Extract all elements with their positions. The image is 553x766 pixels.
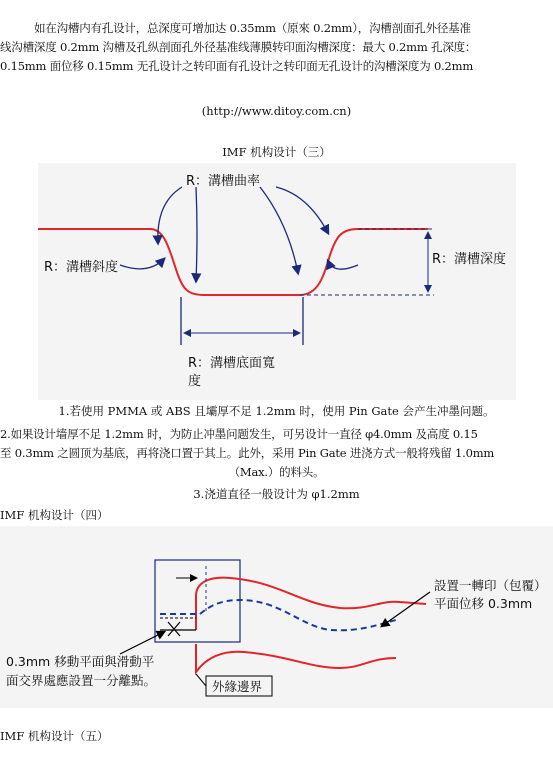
label-split-1: 0.3mm 移動平面與滑動平 (6, 654, 155, 669)
section-title-5: IMF 机构设计（五） (0, 729, 109, 743)
label-split-2: 面交界處應設置一分離點。 (6, 673, 157, 688)
intro-line-3: 0.15mm 面位移 0.15mm 无孔设计之转印面有孔设计之转印面无孔设计的沟槽深度为 0.2mm (0, 59, 474, 73)
edge-arrow (196, 674, 206, 686)
curvature-arrow-2 (196, 187, 197, 281)
note-3: 3.浇道直径一般设计为 φ1.2mm (193, 487, 360, 501)
label-edge: 外緣邊界 (212, 679, 263, 694)
intro-line-2: 线沟槽深度 0.2mm 沟槽及孔纵剖面孔外径基准线薄膜转印面沟槽深度：最大 0.2mm 孔深度： (0, 40, 477, 54)
transfer-plane-figure (0, 526, 553, 708)
note-2-line-3: （Max.）的料头。 (228, 465, 325, 479)
label-bottom-width-2: 度 (188, 374, 202, 389)
label-bottom-width-1: R：溝槽底面寬 (188, 356, 276, 371)
intro-paragraph (0, 19, 553, 76)
groove-profile-diagram (38, 163, 516, 400)
intro-line-1: 如在沟槽内有孔设计，总深度可增加达 0.35mm（原來 0.2mm），沟槽剖面孔外径基准 (34, 21, 471, 35)
print-arrow (382, 592, 430, 626)
label-print-offset: 平面位移 0.3mm (434, 596, 533, 611)
label-depth: R：溝槽深度 (432, 252, 507, 267)
slope-arrow-right (328, 261, 358, 269)
transfer-plane-diagram (0, 526, 553, 708)
groove-profile-figure (38, 163, 516, 400)
slope-arrow-left (120, 259, 164, 269)
split-arrow (120, 632, 164, 654)
source-url: (http://www.ditoy.com.cn) (201, 104, 352, 118)
curvature-arrow-3 (260, 187, 298, 273)
note-2-line-2: 至 0.3mm 之圆顶为基底，再将浇口置于其上。此外，采用 Pin Gate 进浇方式一般将残留 1.0mm (0, 446, 495, 460)
note-2 (0, 425, 553, 482)
label-slope: R：溝槽斜度 (44, 260, 119, 275)
lower-surface-line (196, 644, 396, 672)
section-title-3: IMF 机构设计（三） (222, 145, 331, 159)
parting-mark (168, 622, 180, 636)
label-curvature: R：溝槽曲率 (186, 174, 261, 189)
section-title-4: IMF 机构设计（四） (0, 508, 109, 522)
note-2-line-1: 2.如果设计墙厚不足 1.2mm 时，为防止冲墨问题发生，可另设计一直径 φ4.0mm 及高度 0.15 (0, 427, 478, 441)
label-print: 設置一轉印（包覆） (434, 578, 547, 593)
note-1: 1.若使用 PMMA 或 ABS 且壩厚不足 1.2mm 时，使用 Pin Gate 会产生冲墨问题。 (58, 404, 495, 418)
